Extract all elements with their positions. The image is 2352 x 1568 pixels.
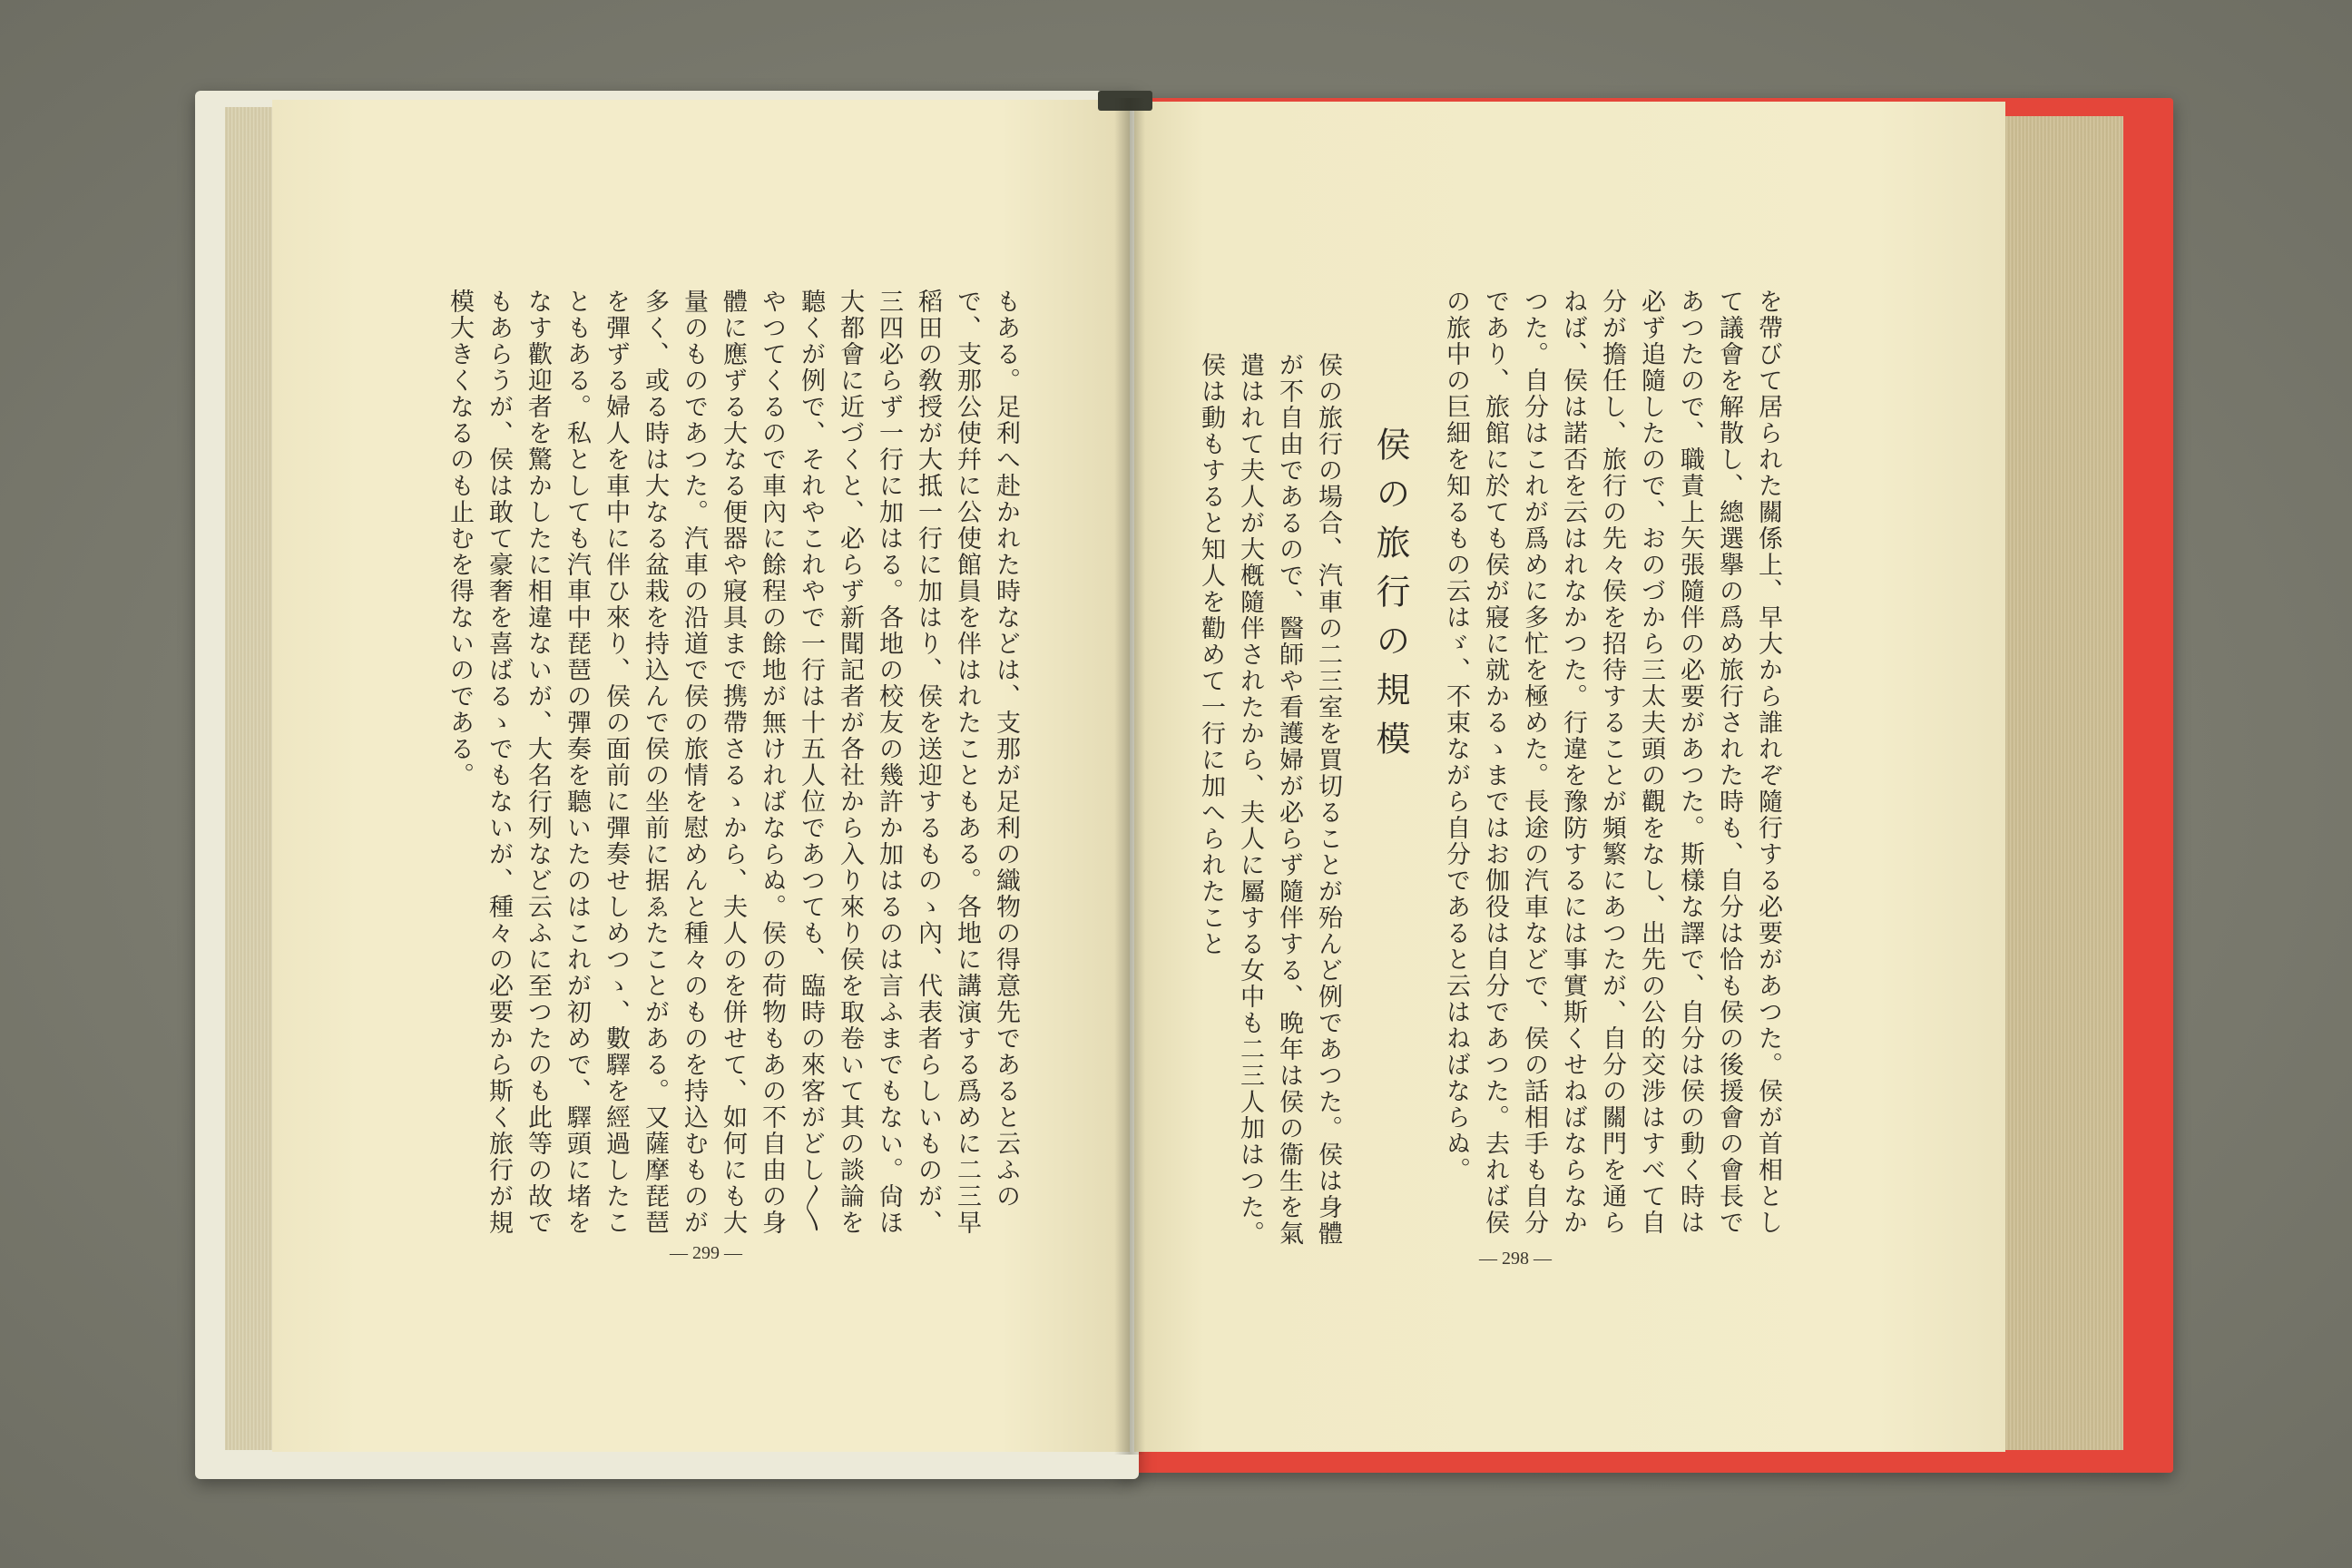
book-gutter	[1114, 98, 1145, 1455]
right-page-edges	[1996, 116, 2123, 1450]
right-page-body-text-bottom: 侯の旅行の場合、汽車の二三室を買切ることが殆んど例であつた。侯は身體が不自由であるので、醫師や看護婦が必らず隨伴する、晩年は侯の衞生を氣遣はれて夫人が大槪隨伴されたから、夫人に屬する女中も二三人加はつた。侯は動もすると知人を勸めて一行に加へられたこと	[1197, 352, 1342, 1247]
right-page-number: — 298 —	[1479, 1249, 1552, 1269]
right-page-body-text-top: を帶びて居られた關係上、早大から誰れぞ隨行する必要があつた。侯が首相として議會を解散し、總選擧の爲め旅行された時も、自分は恰も侯の後援會の會長であつたので、職責上矢張隨伴の必要があつた。斯樣な譯で、自分は侯の動く時は必ず追隨したので、おのづから三太夫頭の觀をなし、出先の公的交涉はすべて自分が擔任し、旅行の先々侯を招待することが頻繁にあつたが、自分の關門を通らねば、侯は諾否を云はれなかつた。行違を豫防するには事實斯くせねばならなかつた。自分はこれが爲めに多忙を極めた。長途の汽車などで、侯の話相手も自分であり、旅館に於ても侯が寢に就かるゝまではお伽役は自分であつた。去れば侯の旅中の巨細を知るもの云はゞ、不束ながら自分であると云はねばならぬ。	[1442, 289, 1782, 1236]
left-page-number: — 299 —	[670, 1243, 742, 1263]
left-page-body-text: もある。足利へ赴かれた時などは、支那が足利の織物の得意先であると云ふので、支那公使幷に公使館員を伴はれたこともある。各地に講演する爲めに二三早稻田の敎授が大抵一行に加はり、侯を送迎するものゝ內、代表者らしいものが、三四必らず一行に加はる。各地の校友の幾許か加はるのは言ふまでもない。尙ほ大都會に近づくと、必らず新聞記者が各社から入り來り侯を取卷いて其の談論を聽くが例で、それやこれやで一行は十五人位であつても、臨時の來客がどし〳〵やつてくるので車內に餘程の餘地が無ければならぬ。侯の荷物もあの不自由の身體に應ずる大なる便器や寢具まで携帶さるゝから、夫人のを併せて、如何にも大量のものであつた。汽車の沿道で侯の旅情を慰めんと種々のものを持込むものが多く、或る時は大なる盆栽を持込んで侯の坐前に据ゑたことがある。又薩摩琵琶を彈ずる婦人を車中に伴ひ來り、侯の面前に彈奏せしめつゝ、數驛を經過したこともある。私としても汽車中琵琶の彈奏を聽いたのはこれが初めで、驛頭に堵をなす歡迎者を驚かしたに相違ないが、大名行列など云ふに至つたのも此等の故でもあらうが、侯は敢て豪奢を喜ばるゝでもないが、種々の必要から斯く旅行が規模大きくなるのも止むを得ないのである。	[446, 289, 1020, 1236]
section-heading: 侯の旅行の規模	[1370, 426, 1410, 769]
